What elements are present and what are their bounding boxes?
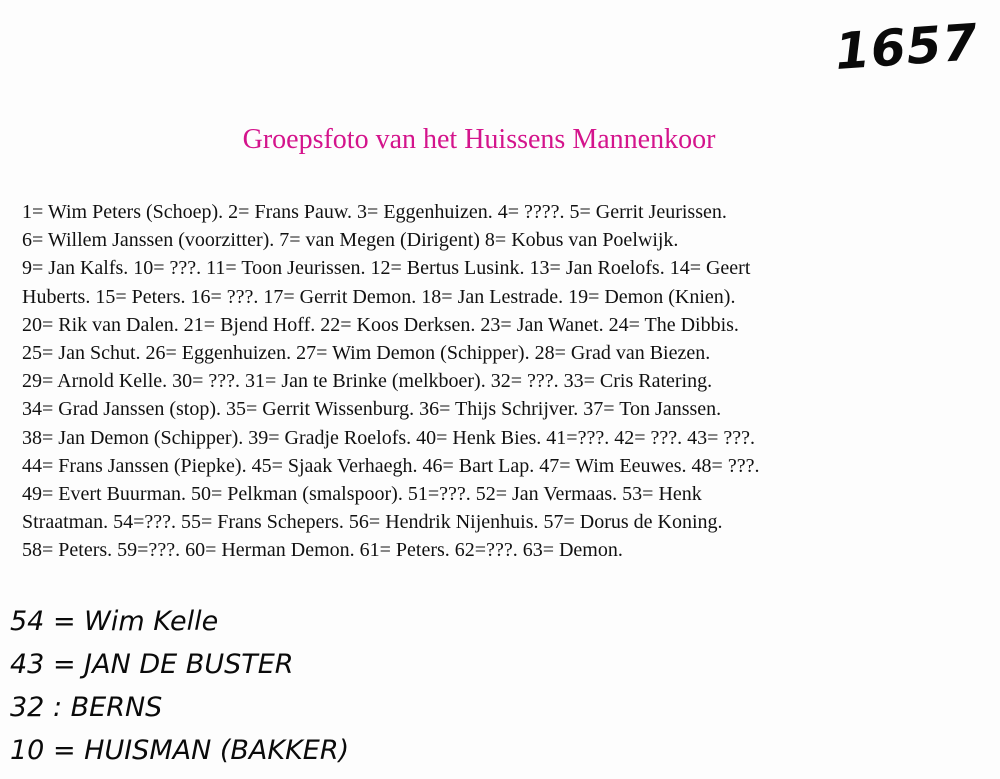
note-key: 10 = — [10, 735, 76, 766]
legend-line: Straatman. 54=???. 55= Frans Schepers. 56= Hendrik Nijenhuis. 57= Dorus de Koning. — [22, 511, 723, 534]
legend-line: 44= Frans Janssen (Piepke). 45= Sjaak Verhaegh. 46= Bart Lap. 47= Wim Eeuwes. 48= ???. — [22, 454, 760, 477]
legend-line: 25= Jan Schut. 26= Eggenhuizen. 27= Wim Demon (Schipper). 28= Grad van Biezen. — [22, 342, 711, 365]
legend-line: 58= Peters. 59=???. 60= Herman Demon. 61= Peters. 62=???. 63= Demon. — [22, 539, 623, 562]
legend-line: 29= Arnold Kelle. 30= ???. 31= Jan te Brinke (melkboer). 32= ???. 33= Cris Ratering. — [22, 370, 713, 393]
note-key: 54 = — [10, 606, 76, 637]
handwritten-note — [10, 600, 349, 643]
handwritten-note — [10, 643, 349, 686]
note-key: 32 : — [10, 692, 63, 723]
note-value: BERNS — [70, 692, 163, 723]
legend-line: 34= Grad Janssen (stop). 35= Gerrit Wissenburg. 36= Thijs Schrijver. 37= Ton Janssen. — [22, 398, 722, 421]
legend-line: 9= Jan Kalfs. 10= ???. 11= Toon Jeurissen. 12= Bertus Lusink. 13= Jan Roelofs. 14= Geert — [22, 257, 751, 280]
legend-line: 38= Jan Demon (Schipper). 39= Gradje Roelofs. 40= Henk Bies. 41=???. 42= ???. 43= ???. — [22, 426, 756, 449]
handwritten-note — [10, 729, 349, 772]
name-legend — [22, 198, 962, 565]
note-value: HUISMAN (BAKKER) — [84, 735, 350, 766]
document-number: 1657 — [832, 13, 980, 81]
handwritten-note — [10, 686, 349, 729]
legend-line: 20= Rik van Dalen. 21= Bjend Hoff. 22= Koos Derksen. 23= Jan Wanet. 24= The Dibbis. — [22, 313, 739, 336]
page-title: Groepsfoto van het Huissens Mannenkoor — [242, 124, 716, 155]
handwritten-notes — [10, 600, 349, 772]
legend-line: 49= Evert Buurman. 50= Pelkman (smalspoor). 51=???. 52= Jan Vermaas. 53= Henk — [22, 483, 702, 506]
legend-line: Huberts. 15= Peters. 16= ???. 17= Gerrit Demon. 18= Jan Lestrade. 19= Demon (Knien). — [22, 285, 736, 308]
note-value: Wim Kelle — [84, 606, 219, 637]
legend-line: 6= Willem Janssen (voorzitter). 7= van Megen (Dirigent) 8= Kobus van Poelwijk. — [22, 229, 679, 252]
legend-line: 1= Wim Peters (Schoep). 2= Frans Pauw. 3= Eggenhuizen. 4= ????. 5= Gerrit Jeurissen. — [22, 201, 727, 223]
note-key: 43 = — [10, 649, 76, 680]
note-value: JAN DE BUSTER — [84, 649, 294, 680]
